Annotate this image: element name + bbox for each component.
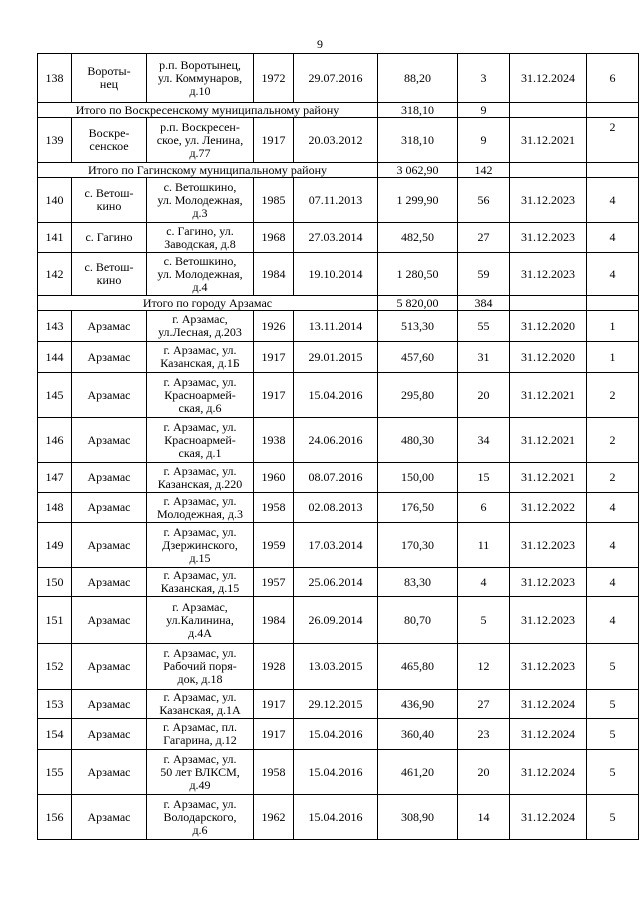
address-cell: с. Ветошкино, ул. Молодежная, д.3 xyxy=(147,178,254,223)
row-number: 143 xyxy=(38,311,72,342)
area-cell: 465,80 xyxy=(378,644,458,690)
settlement-cell: Арзамас xyxy=(72,463,147,493)
table-row xyxy=(38,54,639,103)
year-cell: 1928 xyxy=(254,644,294,690)
date-cell: 20.03.2012 xyxy=(294,118,378,163)
people-cell: 34 xyxy=(458,418,510,463)
address-cell: г. Арзамас, ул.Лесная, д.203 xyxy=(147,311,254,342)
deadline-cell: 31.12.2024 xyxy=(510,719,587,750)
area-cell: 83,30 xyxy=(378,568,458,597)
deadline-cell: 31.12.2023 xyxy=(510,644,587,690)
area-cell: 482,50 xyxy=(378,223,458,253)
deadline-cell: 31.12.2023 xyxy=(510,223,587,253)
settlement-cell: Арзамас xyxy=(72,311,147,342)
deadline-cell: 31.12.2023 xyxy=(510,568,587,597)
year-cell: 1917 xyxy=(254,342,294,373)
row-number: 149 xyxy=(38,523,72,568)
area-cell: 318,10 xyxy=(378,118,458,163)
year-cell: 1917 xyxy=(254,373,294,418)
table-row xyxy=(38,493,639,523)
stage-cell: 6 xyxy=(587,54,639,103)
people-cell: 23 xyxy=(458,719,510,750)
subtotal-people: 9 xyxy=(458,103,510,118)
people-cell: 55 xyxy=(458,311,510,342)
table-row xyxy=(38,178,639,223)
address-cell: г. Арзамас, ул. Казанская, д.1Б xyxy=(147,342,254,373)
people-cell: 4 xyxy=(458,568,510,597)
stage-cell: 1 xyxy=(587,342,639,373)
deadline-cell: 31.12.2021 xyxy=(510,418,587,463)
settlement-cell: с. Гагино xyxy=(72,223,147,253)
area-cell: 480,30 xyxy=(378,418,458,463)
people-cell: 6 xyxy=(458,493,510,523)
row-number: 138 xyxy=(38,54,72,103)
row-number: 156 xyxy=(38,795,72,840)
table-row xyxy=(38,795,639,840)
people-cell: 27 xyxy=(458,690,510,719)
table-row xyxy=(38,750,639,795)
date-cell: 17.03.2014 xyxy=(294,523,378,568)
year-cell: 1962 xyxy=(254,795,294,840)
deadline-cell: 31.12.2024 xyxy=(510,750,587,795)
deadline-cell: 31.12.2021 xyxy=(510,373,587,418)
people-cell: 3 xyxy=(458,54,510,103)
area-cell: 88,20 xyxy=(378,54,458,103)
settlement-cell: Арзамас xyxy=(72,597,147,644)
year-cell: 1917 xyxy=(254,690,294,719)
settlement-cell: Арзамас xyxy=(72,795,147,840)
date-cell: 25.06.2014 xyxy=(294,568,378,597)
year-cell: 1968 xyxy=(254,223,294,253)
subtotal-area: 5 820,00 xyxy=(378,296,458,311)
table-row xyxy=(38,311,639,342)
year-cell: 1984 xyxy=(254,597,294,644)
table-row xyxy=(38,644,639,690)
address-cell: р.п. Воротынец, ул. Коммунаров, д.10 xyxy=(147,54,254,103)
area-cell: 436,90 xyxy=(378,690,458,719)
area-cell: 513,30 xyxy=(378,311,458,342)
stage-cell: 5 xyxy=(587,750,639,795)
subtotal-label: Итого по Воскресенскому муниципальному району xyxy=(38,103,378,118)
settlement-cell: Воскре- сенское xyxy=(72,118,147,163)
people-cell: 15 xyxy=(458,463,510,493)
table-row xyxy=(38,118,639,163)
people-cell: 31 xyxy=(458,342,510,373)
stage-cell: 2 xyxy=(587,463,639,493)
address-cell: р.п. Воскресен- ское, ул. Ленина, д.77 xyxy=(147,118,254,163)
stage-cell: 4 xyxy=(587,597,639,644)
stage-cell: 5 xyxy=(587,644,639,690)
date-cell: 29.07.2016 xyxy=(294,54,378,103)
address-cell: г. Арзамас, ул. Красноармей- ская, д.6 xyxy=(147,373,254,418)
stage-cell: 2 xyxy=(587,118,639,163)
row-number: 145 xyxy=(38,373,72,418)
stage-cell: 5 xyxy=(587,690,639,719)
date-cell: 08.07.2016 xyxy=(294,463,378,493)
row-number: 153 xyxy=(38,690,72,719)
area-cell: 1 280,50 xyxy=(378,253,458,296)
stage-cell: 1 xyxy=(587,311,639,342)
table-row xyxy=(38,418,639,463)
table-row xyxy=(38,568,639,597)
empty-cell xyxy=(587,163,639,178)
settlement-cell: Арзамас xyxy=(72,523,147,568)
row-number: 154 xyxy=(38,719,72,750)
row-number: 146 xyxy=(38,418,72,463)
people-cell: 59 xyxy=(458,253,510,296)
deadline-cell: 31.12.2020 xyxy=(510,311,587,342)
year-cell: 1917 xyxy=(254,118,294,163)
table-row xyxy=(38,342,639,373)
people-cell: 20 xyxy=(458,373,510,418)
subtotal-row xyxy=(38,103,639,118)
date-cell: 27.03.2014 xyxy=(294,223,378,253)
people-cell: 56 xyxy=(458,178,510,223)
year-cell: 1926 xyxy=(254,311,294,342)
stage-cell: 2 xyxy=(587,418,639,463)
stage-cell: 4 xyxy=(587,523,639,568)
page-number: 9 xyxy=(317,37,323,51)
table-row xyxy=(38,719,639,750)
date-cell: 26.09.2014 xyxy=(294,597,378,644)
year-cell: 1984 xyxy=(254,253,294,296)
area-cell: 360,40 xyxy=(378,719,458,750)
address-cell: г. Арзамас, ул. Казанская, д.1А xyxy=(147,690,254,719)
address-cell: г. Арзамас, ул. Дзержинского, д.15 xyxy=(147,523,254,568)
table-row xyxy=(38,690,639,719)
housing-table xyxy=(37,53,639,840)
subtotal-area: 318,10 xyxy=(378,103,458,118)
date-cell: 19.10.2014 xyxy=(294,253,378,296)
empty-cell xyxy=(510,296,587,311)
year-cell: 1938 xyxy=(254,418,294,463)
area-cell: 461,20 xyxy=(378,750,458,795)
empty-cell xyxy=(510,163,587,178)
deadline-cell: 31.12.2021 xyxy=(510,463,587,493)
area-cell: 308,90 xyxy=(378,795,458,840)
stage-cell: 4 xyxy=(587,493,639,523)
row-number: 141 xyxy=(38,223,72,253)
year-cell: 1958 xyxy=(254,493,294,523)
settlement-cell: с. Ветош- кино xyxy=(72,178,147,223)
row-number: 150 xyxy=(38,568,72,597)
row-number: 151 xyxy=(38,597,72,644)
area-cell: 150,00 xyxy=(378,463,458,493)
deadline-cell: 31.12.2023 xyxy=(510,597,587,644)
subtotal-people: 142 xyxy=(458,163,510,178)
table-row xyxy=(38,463,639,493)
row-number: 142 xyxy=(38,253,72,296)
year-cell: 1917 xyxy=(254,719,294,750)
settlement-cell: Арзамас xyxy=(72,342,147,373)
date-cell: 15.04.2016 xyxy=(294,750,378,795)
address-cell: г. Арзамас, ул. Володарского, д.6 xyxy=(147,795,254,840)
stage-cell: 4 xyxy=(587,568,639,597)
row-number: 152 xyxy=(38,644,72,690)
address-cell: г. Арзамас, ул. Красноармей- ская, д.1 xyxy=(147,418,254,463)
date-cell: 24.06.2016 xyxy=(294,418,378,463)
stage-cell: 5 xyxy=(587,795,639,840)
empty-cell xyxy=(510,103,587,118)
settlement-cell: Вороты- нец xyxy=(72,54,147,103)
subtotal-label: Итого по Гагинскому муниципальному району xyxy=(38,163,378,178)
row-number: 155 xyxy=(38,750,72,795)
year-cell: 1985 xyxy=(254,178,294,223)
deadline-cell: 31.12.2021 xyxy=(510,118,587,163)
area-cell: 457,60 xyxy=(378,342,458,373)
settlement-cell: Арзамас xyxy=(72,690,147,719)
table-row xyxy=(38,223,639,253)
deadline-cell: 31.12.2023 xyxy=(510,523,587,568)
empty-cell xyxy=(587,296,639,311)
stage-cell: 5 xyxy=(587,719,639,750)
deadline-cell: 31.12.2022 xyxy=(510,493,587,523)
address-cell: г. Арзамас, ул. Рабочий поря- док, д.18 xyxy=(147,644,254,690)
year-cell: 1959 xyxy=(254,523,294,568)
subtotal-label: Итого по городу Арзамас xyxy=(38,296,378,311)
table-row xyxy=(38,597,639,644)
date-cell: 15.04.2016 xyxy=(294,719,378,750)
stage-cell: 2 xyxy=(587,373,639,418)
area-cell: 295,80 xyxy=(378,373,458,418)
settlement-cell: Арзамас xyxy=(72,750,147,795)
settlement-cell: Арзамас xyxy=(72,373,147,418)
settlement-cell: Арзамас xyxy=(72,568,147,597)
stage-cell: 4 xyxy=(587,178,639,223)
settlement-cell: Арзамас xyxy=(72,644,147,690)
year-cell: 1958 xyxy=(254,750,294,795)
settlement-cell: с. Ветош- кино xyxy=(72,253,147,296)
subtotal-row xyxy=(38,296,639,311)
deadline-cell: 31.12.2023 xyxy=(510,178,587,223)
date-cell: 29.12.2015 xyxy=(294,690,378,719)
area-cell: 80,70 xyxy=(378,597,458,644)
deadline-cell: 31.12.2024 xyxy=(510,795,587,840)
address-cell: г. Арзамас, пл. Гагарина, д.12 xyxy=(147,719,254,750)
stage-cell: 4 xyxy=(587,253,639,296)
date-cell: 07.11.2013 xyxy=(294,178,378,223)
area-cell: 176,50 xyxy=(378,493,458,523)
people-cell: 20 xyxy=(458,750,510,795)
year-cell: 1957 xyxy=(254,568,294,597)
row-number: 148 xyxy=(38,493,72,523)
date-cell: 15.04.2016 xyxy=(294,795,378,840)
people-cell: 27 xyxy=(458,223,510,253)
deadline-cell: 31.12.2023 xyxy=(510,253,587,296)
date-cell: 02.08.2013 xyxy=(294,493,378,523)
year-cell: 1960 xyxy=(254,463,294,493)
address-cell: г. Арзамас, ул.Калинина, д.4А xyxy=(147,597,254,644)
subtotal-row xyxy=(38,163,639,178)
subtotal-people: 384 xyxy=(458,296,510,311)
address-cell: г. Арзамас, ул. Казанская, д.220 xyxy=(147,463,254,493)
people-cell: 14 xyxy=(458,795,510,840)
people-cell: 5 xyxy=(458,597,510,644)
table-row xyxy=(38,523,639,568)
address-cell: г. Арзамас, ул. Казанская, д.15 xyxy=(147,568,254,597)
people-cell: 12 xyxy=(458,644,510,690)
stage-cell: 4 xyxy=(587,223,639,253)
date-cell: 13.11.2014 xyxy=(294,311,378,342)
date-cell: 29.01.2015 xyxy=(294,342,378,373)
people-cell: 9 xyxy=(458,118,510,163)
area-cell: 1 299,90 xyxy=(378,178,458,223)
year-cell: 1972 xyxy=(254,54,294,103)
people-cell: 11 xyxy=(458,523,510,568)
subtotal-area: 3 062,90 xyxy=(378,163,458,178)
settlement-cell: Арзамас xyxy=(72,719,147,750)
address-cell: с. Гагино, ул. Заводская, д.8 xyxy=(147,223,254,253)
date-cell: 13.03.2015 xyxy=(294,644,378,690)
deadline-cell: 31.12.2024 xyxy=(510,54,587,103)
row-number: 140 xyxy=(38,178,72,223)
address-cell: с. Ветошкино, ул. Молодежная, д.4 xyxy=(147,253,254,296)
address-cell: г. Арзамас, ул. Молодежная, д.3 xyxy=(147,493,254,523)
deadline-cell: 31.12.2020 xyxy=(510,342,587,373)
settlement-cell: Арзамас xyxy=(72,493,147,523)
row-number: 144 xyxy=(38,342,72,373)
deadline-cell: 31.12.2024 xyxy=(510,690,587,719)
table-row xyxy=(38,373,639,418)
address-cell: г. Арзамас, ул. 50 лет ВЛКСМ, д.49 xyxy=(147,750,254,795)
empty-cell xyxy=(587,103,639,118)
date-cell: 15.04.2016 xyxy=(294,373,378,418)
row-number: 147 xyxy=(38,463,72,493)
table-row xyxy=(38,253,639,296)
area-cell: 170,30 xyxy=(378,523,458,568)
row-number: 139 xyxy=(38,118,72,163)
settlement-cell: Арзамас xyxy=(72,418,147,463)
